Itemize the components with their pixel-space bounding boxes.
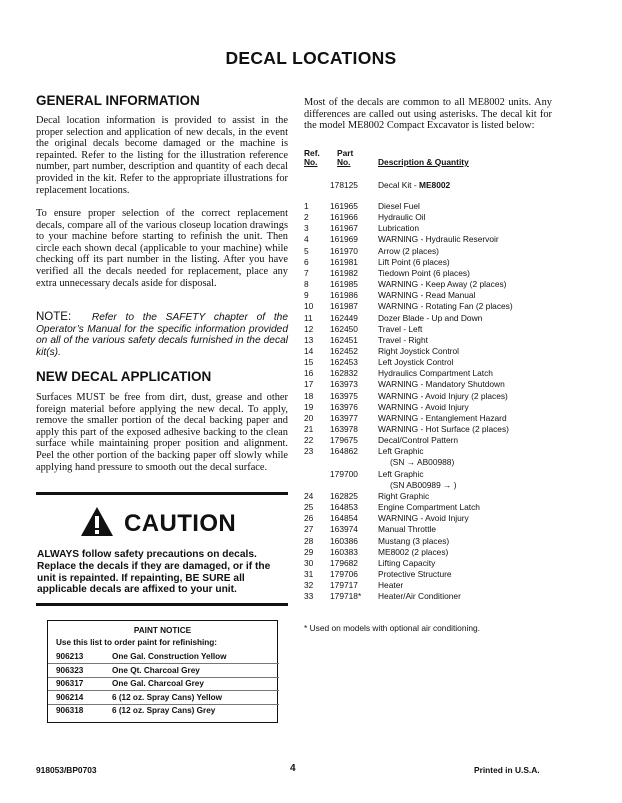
ref-number: 27 bbox=[304, 524, 314, 535]
description: WARNING - Avoid Injury bbox=[378, 513, 469, 524]
part-number: 162452 bbox=[330, 345, 358, 356]
part-number: 161987 bbox=[330, 301, 358, 312]
part-number: 161967 bbox=[330, 223, 358, 234]
description: (SN AB00989 → ) bbox=[390, 479, 457, 490]
part-number: 161981 bbox=[330, 256, 358, 267]
part-number: 179706 bbox=[330, 568, 358, 579]
part-number: 163977 bbox=[330, 412, 358, 423]
part-number: 179700 bbox=[330, 468, 358, 479]
decal-table-row bbox=[304, 513, 564, 524]
ref-number: 12 bbox=[304, 323, 314, 334]
decal-table-row bbox=[304, 547, 564, 558]
ref-number: 9 bbox=[304, 290, 309, 301]
decal-table-row bbox=[304, 446, 564, 457]
paint-description: 6 (12 oz. Spray Cans) Grey bbox=[112, 706, 216, 715]
ref-number: 31 bbox=[304, 568, 314, 579]
ref-number: 23 bbox=[304, 446, 314, 457]
decal-table-row bbox=[304, 223, 564, 234]
ref-number: 26 bbox=[304, 513, 314, 524]
description: (SN → AB00988) bbox=[390, 457, 455, 468]
decal-table-row bbox=[304, 357, 564, 368]
decal-table-row bbox=[304, 335, 564, 346]
caution-top-rule bbox=[36, 492, 288, 495]
part-number: 179682 bbox=[330, 557, 358, 568]
decal-table-row bbox=[304, 435, 564, 446]
part-number: 162825 bbox=[330, 490, 358, 501]
decal-table-row bbox=[304, 391, 564, 402]
general-paragraph-1: Decal location information is provided to assist in the proper selection and application of new decals, in the event the original decals become damaged or the machine is repainted. Refer to the listing for the illustration reference number, part number, description and quantity of each decal provided in the kit. Refer to the appropriate illustrations for replacement locations. bbox=[36, 115, 288, 196]
ref-number: 1 bbox=[304, 201, 309, 211]
ref-number: 15 bbox=[304, 357, 314, 368]
decal-table-row bbox=[304, 469, 564, 480]
description: Left Joystick Control bbox=[378, 357, 454, 368]
decal-table-row bbox=[304, 424, 564, 435]
decal-table-row bbox=[304, 234, 564, 245]
page-title: DECAL LOCATIONS bbox=[225, 48, 397, 68]
ref-number: 10 bbox=[304, 301, 314, 312]
part-number: 164853 bbox=[330, 502, 358, 513]
ref-number: 11 bbox=[304, 312, 313, 323]
paint-part-number: 906214 bbox=[56, 693, 84, 702]
note-label: NOTE: bbox=[36, 311, 72, 323]
ref-number: 30 bbox=[304, 557, 314, 568]
decal-table-row bbox=[304, 402, 564, 413]
part-number: 164854 bbox=[330, 513, 358, 524]
paint-row bbox=[56, 652, 276, 665]
description: Tiedown Point (6 places) bbox=[378, 267, 470, 278]
part-number: 161965 bbox=[330, 201, 358, 211]
ref-number: 4 bbox=[304, 234, 309, 245]
part-number: 179717 bbox=[330, 580, 358, 591]
general-information-heading: GENERAL INFORMATION bbox=[36, 93, 200, 108]
paint-part-number: 906317 bbox=[56, 679, 84, 688]
description: Heater bbox=[378, 580, 404, 591]
ref-number: 17 bbox=[304, 379, 314, 390]
part-number: 179675 bbox=[330, 435, 358, 446]
description: Decal Kit - ME8002 bbox=[378, 180, 451, 190]
description: Mustang (3 places) bbox=[378, 535, 450, 546]
decal-table-row bbox=[304, 301, 564, 312]
part-number: 164862 bbox=[330, 446, 358, 457]
ref-number: 29 bbox=[304, 546, 314, 557]
paint-part-number: 906213 bbox=[56, 652, 84, 661]
decal-table-row bbox=[304, 491, 564, 502]
description: Protective Structure bbox=[378, 568, 452, 579]
description: WARNING - Hydraulic Reservoir bbox=[378, 234, 499, 245]
part-header-bottom: No. bbox=[337, 157, 351, 167]
new-decal-heading: NEW DECAL APPLICATION bbox=[36, 369, 212, 384]
ref-header-top: Ref. bbox=[304, 148, 320, 158]
description: Right Joystick Control bbox=[378, 345, 459, 356]
ref-number: 3 bbox=[304, 223, 309, 234]
description: WARNING - Hot Surface (2 places) bbox=[378, 424, 509, 434]
decal-table-row bbox=[304, 591, 564, 602]
description: Heater/Air Conditioner bbox=[378, 591, 461, 602]
description: ME8002 (2 places) bbox=[378, 546, 449, 557]
ref-number: 7 bbox=[304, 267, 309, 278]
new-decal-paragraph: Surfaces MUST be free from dirt, dust, grease and other foreign material before applying the new decal. To apply, remove the smaller portion of the decal backing paper and apply this part of the exposed adhesive backing to the clean surface while maintaining proper position and alignment. Peel the other portion of the backing paper off slowly while applying hand pressure to smooth out the decal surface. bbox=[36, 392, 288, 473]
ref-number: 5 bbox=[304, 245, 309, 256]
note-block bbox=[36, 312, 288, 358]
description: WARNING - Rotating Fan (2 places) bbox=[378, 301, 513, 312]
description: WARNING - Mandatory Shutdown bbox=[378, 379, 505, 390]
description: Lift Point (6 places) bbox=[378, 256, 450, 267]
ref-number: 33 bbox=[304, 591, 314, 602]
ref-number: 28 bbox=[304, 535, 314, 546]
description: Decal/Control Pattern bbox=[378, 435, 459, 446]
decal-table-row bbox=[304, 313, 564, 324]
part-number: 161985 bbox=[330, 279, 358, 290]
decal-table-row bbox=[304, 212, 564, 223]
part-number: 163973 bbox=[330, 379, 358, 390]
description: Right Graphic bbox=[378, 490, 430, 501]
ref-number: 8 bbox=[304, 279, 309, 290]
part-number: 162453 bbox=[330, 357, 358, 368]
caution-heading: CAUTION bbox=[124, 510, 237, 537]
part-number: 162451 bbox=[330, 334, 358, 345]
decal-table-row bbox=[304, 324, 564, 335]
paint-description: One Gal. Charcoal Grey bbox=[112, 679, 204, 688]
description: WARNING - Avoid Injury bbox=[378, 401, 469, 412]
ref-number: 18 bbox=[304, 390, 314, 401]
ref-header-bottom: No. bbox=[304, 157, 318, 167]
part-header-top: Part bbox=[337, 148, 354, 158]
description: Hydraulics Compartment Latch bbox=[378, 368, 493, 379]
decal-table-row bbox=[304, 379, 564, 390]
description: Dozer Blade - Up and Down bbox=[378, 312, 483, 323]
description: Arrow (2 places) bbox=[378, 245, 439, 256]
decal-table-row bbox=[304, 346, 564, 357]
paint-row bbox=[56, 666, 276, 679]
caution-bottom-rule bbox=[36, 603, 288, 606]
decal-table-row bbox=[304, 201, 564, 212]
ref-number: 2 bbox=[304, 212, 309, 223]
decal-table-row bbox=[304, 569, 564, 580]
description: Lubrication bbox=[378, 223, 419, 234]
part-number: 161969 bbox=[330, 234, 358, 245]
description-header: Description & Quantity bbox=[378, 157, 469, 167]
ref-number: 22 bbox=[304, 435, 314, 446]
description: Left Graphic bbox=[378, 468, 424, 479]
part-number: 178125 bbox=[330, 180, 358, 190]
decal-kit-row bbox=[304, 180, 564, 191]
part-number: 162450 bbox=[330, 323, 358, 334]
paint-notice-box bbox=[47, 620, 278, 723]
decal-table-row bbox=[304, 279, 564, 290]
part-number: 161982 bbox=[330, 267, 358, 278]
paint-row bbox=[56, 693, 276, 706]
decal-table-row bbox=[304, 457, 564, 468]
part-number: 160383 bbox=[330, 546, 358, 557]
ref-number: 21 bbox=[304, 424, 314, 434]
note-text: Refer to the SAFETY chapter of the Operator’s Manual for the specific information provided on all of the various safety decals furnished in the decal kit(s). bbox=[36, 312, 288, 358]
description: Travel - Left bbox=[378, 323, 423, 334]
decal-table-row bbox=[304, 368, 564, 379]
decal-kit-intro: Most of the decals are common to all ME8002 units. Any differences are called out using asterisks. The decal kit for the model ME8002 Compact Excavator is listed below: bbox=[304, 97, 552, 132]
paint-part-number: 906318 bbox=[56, 706, 84, 715]
description: WARNING - Avoid Injury (2 places) bbox=[378, 390, 508, 401]
part-number: 162832 bbox=[330, 368, 358, 379]
caution-text: ALWAYS follow safety precautions on decals. Replace the decals if they are damaged, or if the unit is repainted. If repainting, BE SURE all applicable decals are affixed to your unit. bbox=[37, 549, 271, 596]
description: Manual Throttle bbox=[378, 524, 437, 535]
part-number: 179718* bbox=[330, 591, 362, 602]
part-number: 163974 bbox=[330, 524, 358, 535]
decal-table-row bbox=[304, 268, 564, 279]
decal-table-row bbox=[304, 502, 564, 513]
paint-row bbox=[56, 706, 276, 719]
description: Diesel Fuel bbox=[378, 201, 420, 211]
ref-number: 14 bbox=[304, 345, 314, 356]
ref-number: 13 bbox=[304, 334, 314, 345]
footer-document-number: 918053/BP0703 bbox=[36, 765, 97, 775]
decal-table-row bbox=[304, 257, 564, 268]
description: WARNING - Keep Away (2 places) bbox=[378, 279, 507, 290]
paint-description: One Qt. Charcoal Grey bbox=[112, 666, 200, 675]
decal-table-row bbox=[304, 480, 564, 491]
ref-number: 24 bbox=[304, 490, 314, 501]
part-number: 162449 bbox=[330, 312, 358, 323]
decal-table-header bbox=[304, 149, 564, 171]
ref-number: 6 bbox=[304, 256, 309, 267]
decal-table-row bbox=[304, 536, 564, 547]
part-number: 161986 bbox=[330, 290, 358, 301]
ref-number: 20 bbox=[304, 412, 314, 423]
warning-triangle-icon bbox=[80, 506, 114, 537]
part-number: 163978 bbox=[330, 424, 358, 434]
paint-part-number: 906323 bbox=[56, 666, 84, 675]
decal-table-row bbox=[304, 524, 564, 535]
part-number: 163976 bbox=[330, 401, 358, 412]
general-paragraph-2: To ensure proper selection of the correct replacement decals, compare all of the various closeup location drawings to your machine before starting to refinish the unit. Then circle each shown decal (applicable to your machine) while checking off its part number in the listing. After you have verified all the decals needed for replacement, place any extra unnecessary decals aside for disposal. bbox=[36, 208, 288, 289]
description: WARNING - Entanglement Hazard bbox=[378, 412, 507, 423]
decal-table-row bbox=[304, 290, 564, 301]
part-number: 163975 bbox=[330, 390, 358, 401]
part-number: 160386 bbox=[330, 535, 358, 546]
paint-row bbox=[56, 679, 276, 692]
description: Left Graphic bbox=[378, 446, 424, 457]
ref-number: 19 bbox=[304, 401, 314, 412]
description: Engine Compartment Latch bbox=[378, 502, 480, 513]
paint-description: 6 (12 oz. Spray Cans) Yellow bbox=[112, 693, 222, 702]
part-number: 161970 bbox=[330, 245, 358, 256]
ref-number: 32 bbox=[304, 580, 314, 591]
description: Travel - Right bbox=[378, 334, 428, 345]
page-number: 4 bbox=[290, 763, 296, 774]
decal-table-row bbox=[304, 558, 564, 569]
decal-table-row bbox=[304, 246, 564, 257]
part-number: 161966 bbox=[330, 212, 358, 223]
description: WARNING - Read Manual bbox=[378, 290, 476, 301]
ref-number: 16 bbox=[304, 368, 314, 379]
description: Lifting Capacity bbox=[378, 557, 436, 568]
paint-notice-title: PAINT NOTICE bbox=[133, 626, 192, 635]
decal-table-row bbox=[304, 580, 564, 591]
paint-description: One Gal. Construction Yellow bbox=[112, 652, 227, 661]
decal-table-row bbox=[304, 413, 564, 424]
footer-printed-in: Printed in U.S.A. bbox=[474, 765, 540, 775]
footnote: * Used on models with optional air conditioning. bbox=[304, 623, 480, 633]
ref-number: 25 bbox=[304, 502, 314, 513]
paint-notice-subtitle: Use this list to order paint for refinishing: bbox=[56, 638, 218, 647]
description: Hydraulic Oil bbox=[378, 212, 426, 223]
